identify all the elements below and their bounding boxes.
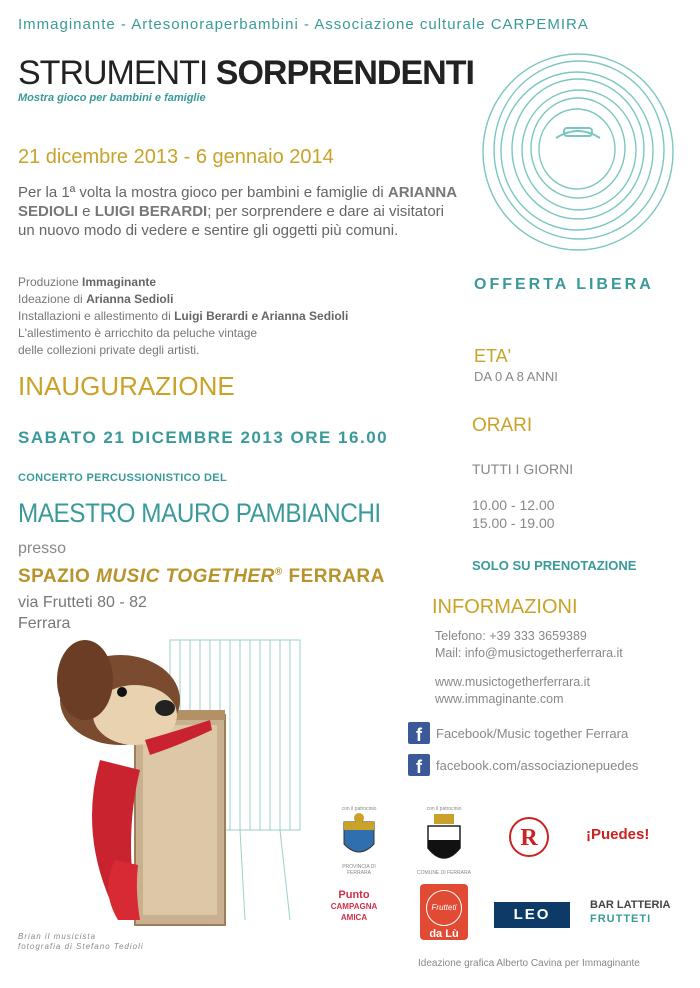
facebook-icon: f xyxy=(408,754,430,776)
page-subtitle: Mostra gioco per bambini e famiglie xyxy=(18,92,206,104)
svg-text:R: R xyxy=(520,825,538,851)
intro-paragraph: Per la 1ª volta la mostra gioco per bambini e famiglie di ARIANNA SEDIOLI e LUIGI BERARDI; per sorprendere e dare ai visitatori un nuovo modo di vedere e sentire gli oggetti più comuni. xyxy=(18,184,457,239)
credits-block xyxy=(18,274,438,359)
inaugurazione-date: SABATO 21 DICEMBRE 2013 ORE 16.00 xyxy=(18,428,389,447)
venue-address: via Frutteti 80 - 82 Ferrara xyxy=(18,594,147,632)
eta-value: DA 0 A 8 ANNI xyxy=(474,369,558,384)
plush-dog-photo xyxy=(40,630,310,930)
contact-block xyxy=(435,628,623,708)
photo-caption: Brian il musicista fotografia di Stefano Tedioli xyxy=(18,932,144,951)
credit-line: delle collezioni private degli artisti. xyxy=(18,343,200,357)
crest-icon xyxy=(424,812,464,868)
credit-installazioni: Installazioni e allestimento di Luigi Berardi e Arianna Sedioli xyxy=(18,309,349,323)
logo-provincia-ferrara: con il patrocinio PROVINCIA DI FERRARA xyxy=(334,806,384,876)
concerto-label: CONCERTO PERCUSSIONISTICO DEL xyxy=(18,472,227,484)
inaugurazione-heading: INAUGURAZIONE xyxy=(18,371,235,401)
credit-produzione: Produzione Immaginante xyxy=(18,275,157,289)
eta-heading: ETA' xyxy=(474,346,512,366)
title-bold: SORPRENDENTI xyxy=(215,54,474,92)
offerta-libera: OFFERTA LIBERA xyxy=(474,276,654,293)
phone-number: Telefono: +39 333 3659389 xyxy=(435,629,587,643)
logo-r-circle xyxy=(508,816,550,858)
facebook-link-puedes[interactable]: f facebook.com/associazionepuedes xyxy=(408,752,698,778)
venue-name: SPAZIO MUSIC TOGETHER® FERRARA xyxy=(18,566,385,587)
orari-heading: ORARI xyxy=(472,415,533,436)
footer-credit: Ideazione grafica Alberto Cavina per Immaginante xyxy=(418,958,640,969)
event-dates: 21 dicembre 2013 - 6 gennaio 2014 xyxy=(18,146,334,168)
logo-puedes: ¡Puedes! xyxy=(586,826,650,843)
presso-label: presso xyxy=(18,540,67,557)
website-link[interactable]: www.immaginante.com xyxy=(435,692,564,706)
logo-comune-ferrara: con il patrocinio COMUNE DI FERRARA xyxy=(417,806,471,876)
orari-block: TUTTI I GIORNI 10.00 - 12.00 15.00 - 19.00 xyxy=(472,461,574,531)
facebook-icon: f xyxy=(408,722,430,744)
maestro-name: MAESTRO MAURO PAMBIANCHI xyxy=(18,498,381,528)
header-topbar: Immaginante - Artesonoraperbambini - Associazione culturale CARPEMIRA xyxy=(18,16,589,33)
credit-ideazione: Ideazione di Arianna Sedioli xyxy=(18,292,174,306)
website-link[interactable]: www.musictogetherferrara.it xyxy=(435,675,590,689)
prenotazione-note: SOLO SU PRENOTAZIONE xyxy=(472,558,637,573)
informazioni-heading: INFORMAZIONI xyxy=(432,596,578,618)
logo-frutteti-dalu: Frutteti da Lù xyxy=(420,884,468,940)
title-light: STRUMENTI xyxy=(18,54,216,92)
logo-bar-latteria: BAR LATTERIA FRUTTETI xyxy=(590,899,671,925)
artist-name: LUIGI BERARDI xyxy=(94,203,208,220)
drum-spiral-illustration xyxy=(478,46,678,256)
crest-icon xyxy=(339,812,379,862)
page-title xyxy=(18,54,474,93)
facebook-link-music-together[interactable]: f Facebook/Music together Ferrara xyxy=(408,720,698,746)
logo-leo: LEO xyxy=(494,902,570,928)
artist-name: ARIANNA SEDIOLI xyxy=(18,184,457,220)
logo-punto-campagna-amica: Punto CAMPAGNA AMICA xyxy=(330,889,378,922)
email-address: Mail: info@musictogetherferrara.it xyxy=(435,646,623,660)
credit-line: L'allestimento è arricchito da peluche vintage xyxy=(18,326,258,340)
